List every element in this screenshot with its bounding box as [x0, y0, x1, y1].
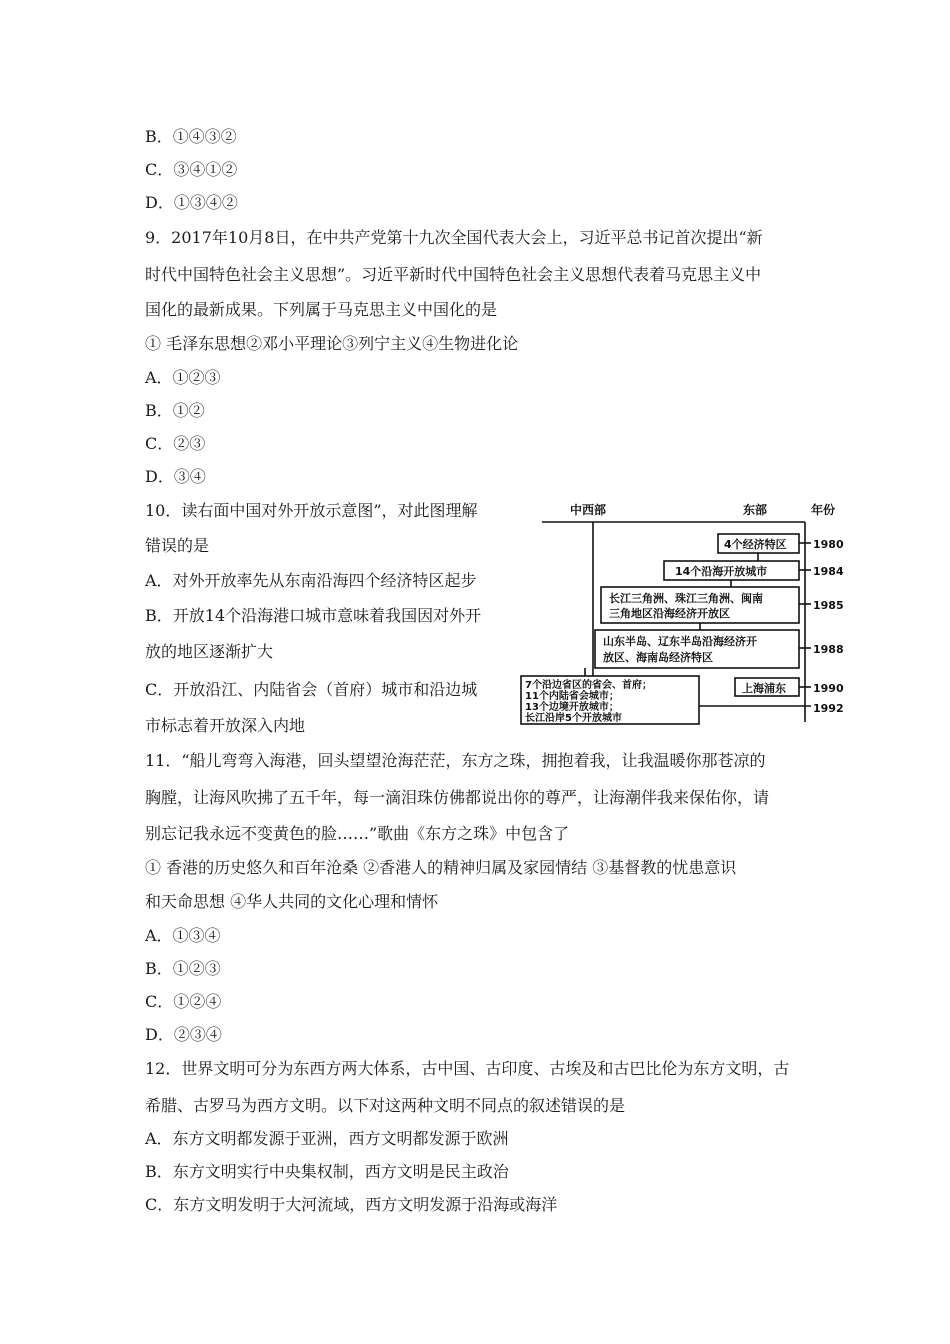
diagram-box-peninsula-zones-line-2: 放区、海南岛经济特区	[603, 651, 713, 664]
diagram-box-coastal-cities-label: 14个沿海开放城市	[675, 565, 768, 578]
q10-option-c-line-1: C．开放沿江、内陆省会（首府）城市和沿边城	[145, 680, 478, 699]
q8-option-d: D．①③④②	[145, 193, 238, 212]
diagram-header-right: 年份	[811, 503, 836, 517]
diagram-year-1984: 1984	[813, 565, 844, 578]
q8-option-c: C．③④①②	[145, 160, 238, 179]
q9-option-d: D．③④	[145, 467, 206, 486]
q12-option-b: B．东方文明实行中央集权制，西方文明是民主政治	[145, 1162, 509, 1181]
q9-stem-line-3: 国化的最新成果。下列属于马克思主义中国化的是	[145, 300, 498, 319]
q10-stem-line-1: 10．读右面中国对外开放示意图”，对此图理解	[145, 501, 478, 520]
q9-option-c: C．②③	[145, 434, 206, 453]
q10-option-b-line-2: 放的地区逐渐扩大	[145, 642, 274, 661]
diagram-box-inland-cities-line-3: 13个边境开放城市；	[525, 702, 619, 713]
q8-option-b: B．①④③②	[145, 127, 237, 146]
diagram-box-delta-zones-line-1: 长江三角洲、珠江三角洲、闽南	[609, 592, 763, 605]
diagram-box-delta-zones-line-2: 三角地区沿海经济开放区	[609, 607, 730, 620]
diagram-year-1980: 1980	[813, 538, 844, 551]
q10-option-a: A．对外开放率先从东南沿海四个经济特区起步	[145, 571, 477, 590]
diagram-box-pudong-label: 上海浦东	[742, 682, 786, 695]
q11-stem-line-1: 11．“船儿弯弯入海港，回头望望沧海茫茫，东方之珠，拥抱着我，让我温暖你那苍凉的	[145, 751, 766, 770]
diagram-year-1985: 1985	[813, 599, 844, 612]
q10-option-b-line-1: B．开放14个沿海港口城市意味着我国因对外开	[145, 606, 482, 625]
q11-items-line-2: 和天命思想 ④华人共同的文化心理和情怀	[145, 892, 439, 911]
q10-stem-line-2: 错误的是	[145, 536, 210, 555]
q9-stem-line-2: 时代中国特色社会主义思想”。习近平新时代中国特色社会主义思想代表着马克思主义中	[145, 265, 762, 284]
q9-stem-line-1: 9．2017年10月8日，在中共产党第十九次全国代表大会上，习近平总书记首次提出“新	[145, 228, 763, 247]
q11-option-c: C．①②④	[145, 992, 222, 1011]
q11-option-d: D．②③④	[145, 1025, 222, 1044]
diagram-box-inland-cities-line-2: 11个内陆省会城市；	[525, 691, 619, 702]
q12-option-c: C．东方文明发明于大河流域，西方文明发源于沿海或海洋	[145, 1195, 558, 1214]
diagram-year-1990: 1990	[813, 682, 844, 695]
diagram-box-peninsula-zones-line-1: 山东半岛、辽东半岛沿海经济开	[603, 635, 757, 648]
q11-stem-line-2: 胸膛，让海风吹拂了五千年，每一滴泪珠仿佛都说出你的尊严，让海潮伴我来保佑你，请	[145, 788, 770, 807]
q10-option-c-line-2: 市标志着开放深入内地	[145, 716, 306, 735]
diagram-year-1992: 1992	[813, 702, 844, 715]
q9-items: ① 毛泽东思想②邓小平理论③列宁主义④生物进化论	[145, 334, 519, 353]
q11-option-a: A．①③④	[145, 926, 221, 945]
diagram-header-mid: 东部	[743, 503, 768, 517]
q9-option-b: B．①②	[145, 401, 205, 420]
diagram-header-left: 中西部	[570, 503, 607, 517]
diagram-year-1988: 1988	[813, 643, 844, 656]
diagram-box-special-zones-label: 4个经济特区	[724, 538, 787, 551]
q12-option-a: A．东方文明都发源于亚洲，西方文明都发源于欧洲	[145, 1129, 509, 1148]
q12-stem-line-1: 12．世界文明可分为东西方两大体系，古中国、古印度、古埃及和古巴比伦为东方文明，古	[145, 1059, 790, 1078]
diagram-box-inland-cities-line-4: 长江沿岸5个开放城市	[525, 713, 622, 724]
q11-option-b: B．①②③	[145, 959, 221, 978]
q9-option-a: A．①②③	[145, 368, 221, 387]
opening-up-diagram	[515, 500, 850, 725]
diagram-box-inland-cities-line-1: 7个沿边省区的省会、首府；	[525, 680, 652, 691]
q11-stem-line-3: 别忘记我永远不变黄色的脸……”歌曲《东方之珠》中包含了	[145, 824, 570, 843]
q12-stem-line-2: 希腊、古罗马为西方文明。以下对这两种文明不同点的叙述错误的是	[145, 1096, 626, 1115]
q11-items-line-1: ① 香港的历史悠久和百年沧桑 ②香港人的精神归属及家园情结 ③基督教的忧患意识	[145, 858, 737, 877]
